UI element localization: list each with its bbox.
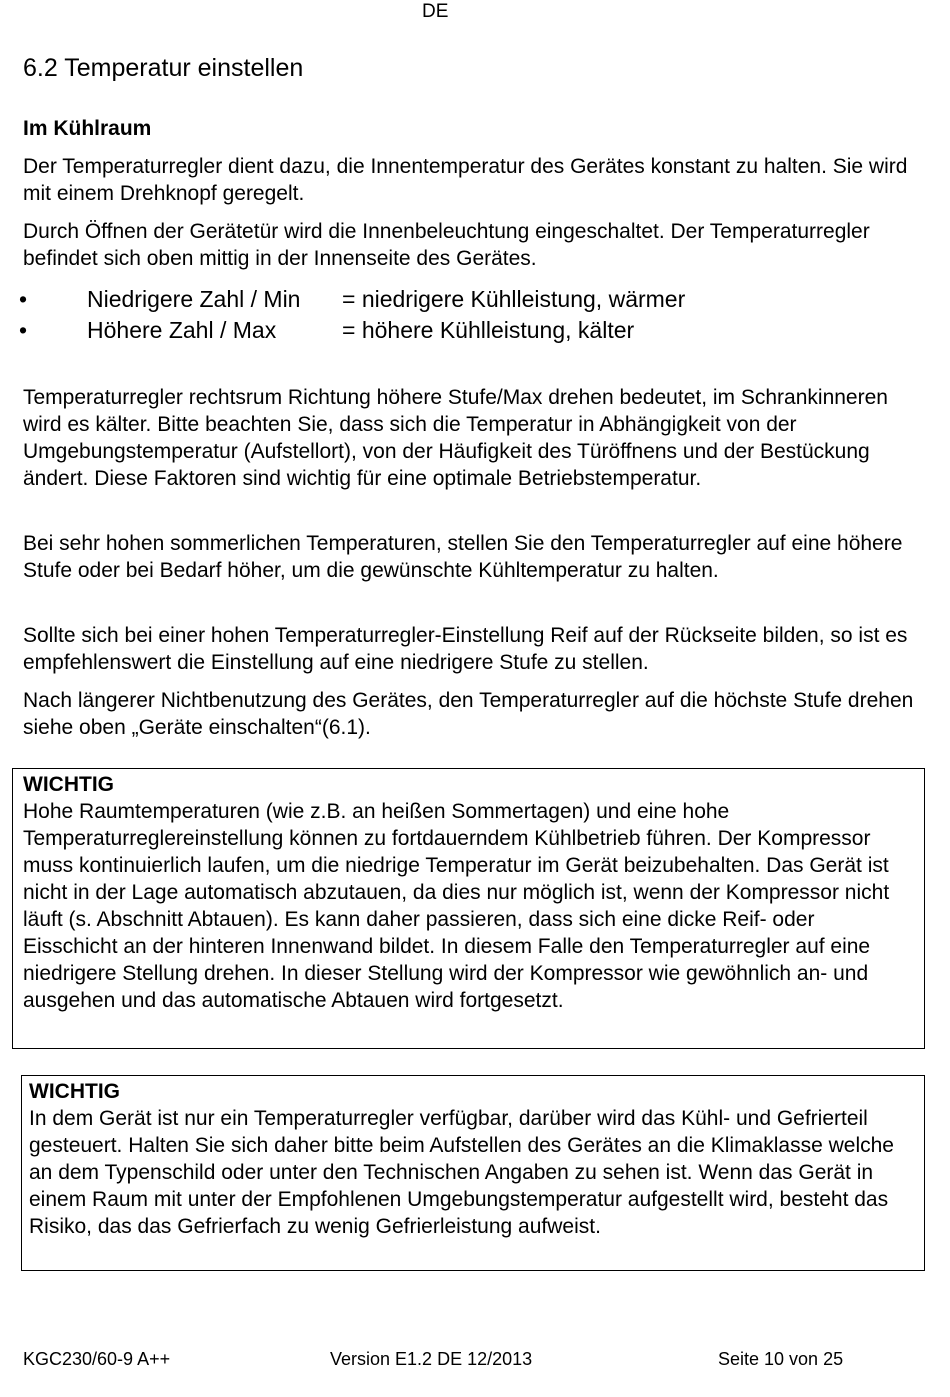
bullet-icon: • bbox=[18, 286, 28, 312]
notice-box-single-regulator bbox=[21, 1075, 925, 1271]
notice-box-continuous-cooling bbox=[12, 768, 925, 1049]
bullet-setting-label: Höhere Zahl / Max bbox=[87, 317, 277, 343]
paragraph-regulator-direction: Temperaturregler rechtsrum Richtung höhere Stufe/Max drehen bedeutet, im Schrankinneren wird es kälter. Bitte beachten Sie, dass sich die Temperatur in Abhängigkeit von der Umgebungstemperatur (Aufstellort), von der Häufigkeit des Türöffnens und der Bestückung ändert. Diese Faktoren sind wichtig für eine optimale Betriebstemperatur. bbox=[23, 386, 888, 490]
paragraph-after-non-use: Nach längerer Nichtbenutzung des Gerätes, den Temperaturregler auf die höchste Stufe drehen siehe oben „Geräte einschalten“(6.1). bbox=[23, 689, 914, 739]
bullet-setting-effect: = höhere Kühlleistung, kälter bbox=[342, 317, 635, 343]
notice-title: WICHTIG bbox=[29, 1080, 120, 1103]
section-title: 6.2 Temperatur einstellen bbox=[23, 54, 304, 82]
bullet-item-min bbox=[14, 284, 914, 315]
notice-text: Hohe Raumtemperaturen (wie z.B. an heißen Sommertagen) und eine hohe Temperaturreglereinstellung können zu fortdauerndem Kühlbetrieb führen. Der Kompressor muss kontinuierlich laufen, um die niedrige Temperatur im Gerät beizubehalten. Das Gerät ist nicht in der Lage automatisch abzutauen, da dies nur möglich ist, wenn der Kompressor nicht läuft (s. Abschnitt Abtauen). Es kann daher passieren, dass sich eine dicke Reif- oder Eisschicht an der hinteren Innenwand bildet. In diesem Falle den Temperaturregler auf eine niedrigere Stellung drehen. In dieser Stellung wird der Kompressor wie gewöhnlich an- und ausgehen und das automatische Abtauen wird fortgesetzt. bbox=[23, 800, 890, 1012]
bullet-icon: • bbox=[18, 317, 28, 343]
page-header-language: DE bbox=[422, 1, 449, 22]
paragraph-summer-temperatures: Bei sehr hohen sommerlichen Temperaturen, stellen Sie den Temperaturregler auf eine höhere Stufe oder bei Bedarf höher, um die gewünschte Kühltemperatur zu halten. bbox=[23, 532, 903, 582]
bullet-setting-label: Niedrigere Zahl / Min bbox=[87, 286, 301, 312]
footer-model: KGC230/60-9 A++ bbox=[23, 1349, 171, 1369]
intro-paragraph-2: Durch Öffnen der Gerätetür wird die Innenbeleuchtung eingeschaltet. Der Temperaturregler befindet sich oben mittig in der Innenseite des Gerätes. bbox=[23, 220, 870, 270]
notice-title: WICHTIG bbox=[23, 773, 114, 796]
footer-page-number: Seite 10 von 25 bbox=[718, 1349, 844, 1369]
bullet-setting-effect: = niedrigere Kühlleistung, wärmer bbox=[342, 286, 686, 312]
notice-text: In dem Gerät ist nur ein Temperaturregler verfügbar, darüber wird das Kühl- und Gefrierteil gesteuert. Halten Sie sich daher bitte beim Aufstellen des Gerätes an die Klimaklasse welche an dem Typenschild oder unter den Technischen Angaben zu sehen ist. Wenn das Gerät in einem Raum mit unter der Empfohlenen Umgebungstemperatur aufgestellt wird, besteht das Risiko, das das Gefrierfach zu wenig Gefrierleistung aufweist. bbox=[29, 1107, 894, 1238]
footer-version: Version E1.2 DE 12/2013 bbox=[330, 1349, 533, 1369]
subheading-cooling-room: Im Kühlraum bbox=[23, 117, 152, 140]
intro-paragraph-1: Der Temperaturregler dient dazu, die Innentemperatur des Gerätes konstant zu halten. Sie wird mit einem Drehknopf geregelt. bbox=[23, 155, 908, 205]
bullet-item-max bbox=[14, 315, 914, 346]
paragraph-frost-back-wall: Sollte sich bei einer hohen Temperaturregler-Einstellung Reif auf der Rückseite bilden, so ist es empfehlenswert die Einstellung auf eine niedrigere Stufe zu stellen. bbox=[23, 624, 908, 674]
